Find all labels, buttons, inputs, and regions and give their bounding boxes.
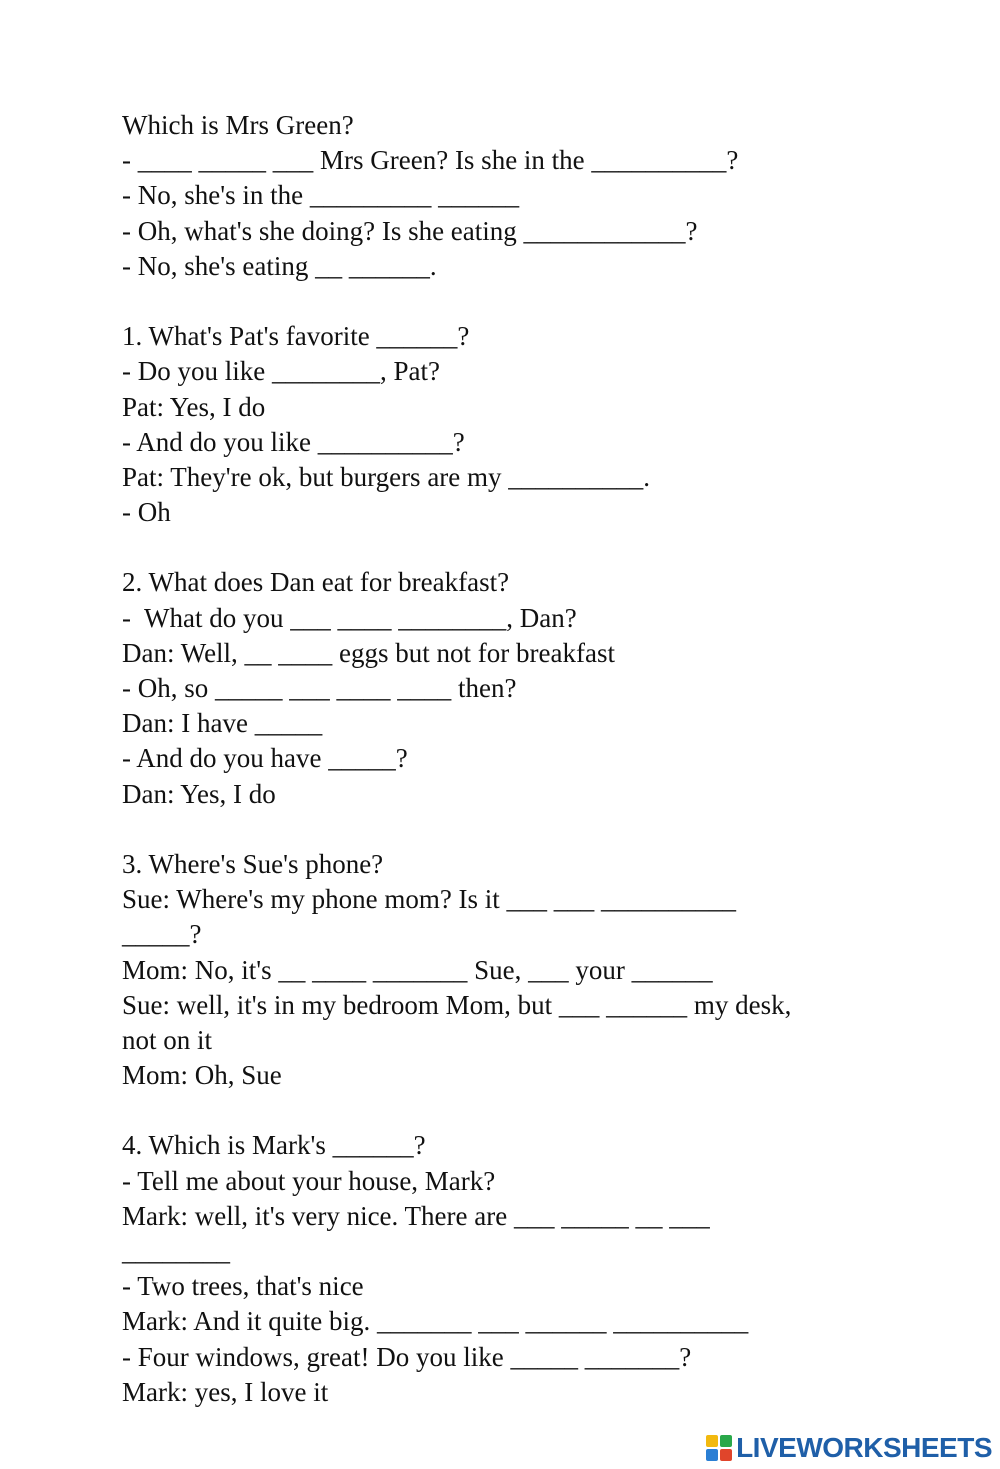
dialogue-line: - Four windows, great! Do you like _____ _______?	[122, 1341, 692, 1372]
dialogue-line: - Two trees, that's nice	[122, 1271, 364, 1302]
section-heading: 3. Where's Sue's phone?	[122, 848, 384, 879]
dialogue-line: - Tell me about your house, Mark?	[122, 1165, 496, 1196]
dialogue-line: Sue: well, it's in my bedroom Mom, but ___ ______ my desk,	[122, 989, 792, 1020]
liveworksheets-brand	[706, 1433, 992, 1463]
dialogue-line: - Oh, what's she doing? Is she eating ____________?	[122, 215, 698, 246]
section-spacer	[122, 284, 922, 319]
section-spacer	[122, 530, 922, 565]
dialogue-line: Sue: Where's my phone mom? Is it ___ ___ __________	[122, 884, 737, 915]
dialogue-line: Mom: Oh, Sue	[122, 1060, 282, 1091]
dialogue-line: not on it	[122, 1024, 213, 1055]
section-heading: 2. What does Dan eat for breakfast?	[122, 567, 510, 598]
dialogue-line: Mark: And it quite big. _______ ___ ______ __________	[122, 1306, 749, 1337]
dialogue-line: - No, she's in the _________ ______	[122, 180, 520, 211]
worksheet-text	[122, 108, 922, 1410]
dialogue-line: Pat: Yes, I do	[122, 391, 266, 422]
dialogue-line: - And do you have _____?	[122, 743, 408, 774]
dialogue-line: Dan: Yes, I do	[122, 778, 276, 809]
dialogue-line: Mom: No, it's __ ____ _______ Sue, ___ your ______	[122, 954, 713, 985]
dialogue-line: - And do you like __________?	[122, 426, 465, 457]
dialogue-line: Mark: well, it's very nice. There are ___ _____ __ ___	[122, 1200, 710, 1231]
brand-name: LIVEWORKSHEETS	[736, 1432, 992, 1463]
dialogue-line: Dan: I have _____	[122, 708, 323, 739]
dialogue-line: Pat: They're ok, but burgers are my __________.	[122, 461, 651, 492]
section-spacer	[122, 812, 922, 847]
dialogue-line: Dan: Well, __ ____ eggs but not for breakfast	[122, 637, 615, 668]
dialogue-line: - Oh, so _____ ___ ____ ____ then?	[122, 673, 517, 703]
dialogue-line: _____?	[122, 919, 202, 950]
dialogue-line: Mark: yes, I love it	[122, 1376, 329, 1407]
section-heading: Which is Mrs Green?	[122, 110, 354, 140]
liveworksheets-logo-icon	[706, 1435, 732, 1461]
dialogue-line: - Do you like ________, Pat?	[122, 356, 440, 387]
section-heading: 4. Which is Mark's ______?	[122, 1130, 426, 1161]
dialogue-line: ________	[122, 1236, 230, 1266]
dialogue-line: - Oh	[122, 497, 171, 528]
dialogue-line: - No, she's eating __ ______.	[122, 250, 437, 281]
section-heading: 1. What's Pat's favorite ______?	[122, 321, 470, 352]
dialogue-line: - What do you ___ ____ ________, Dan?	[122, 602, 577, 633]
dialogue-line: - ____ _____ ___ Mrs Green? Is she in the __________?	[122, 145, 739, 176]
section-spacer	[122, 1093, 922, 1128]
